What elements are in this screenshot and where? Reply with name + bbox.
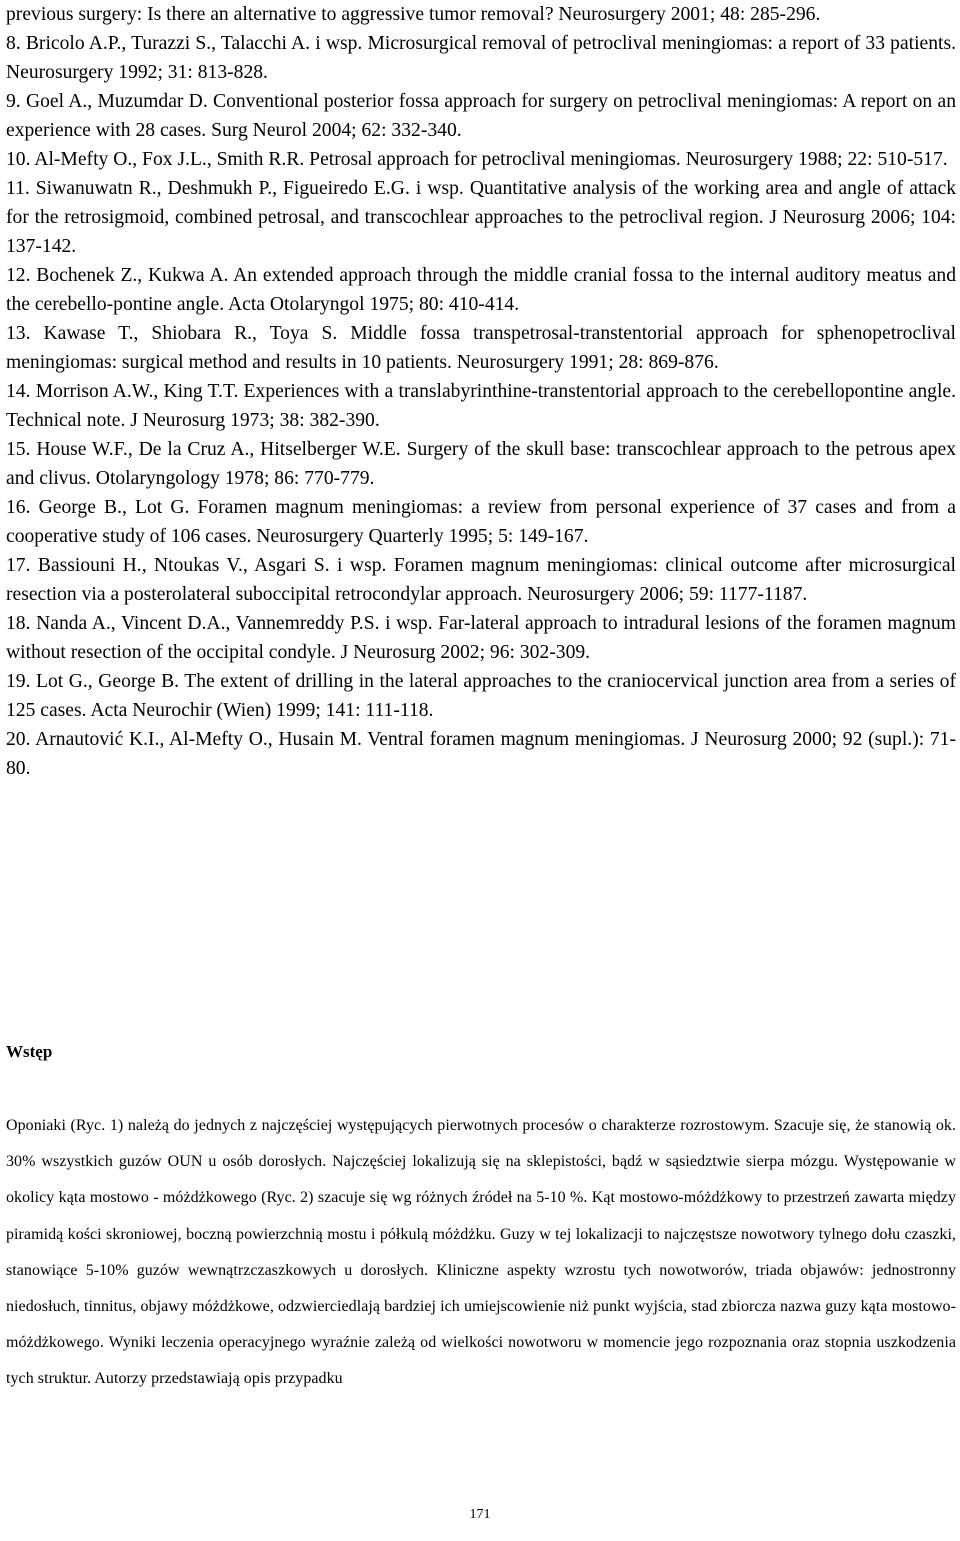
reference-item: 15. House W.F., De la Cruz A., Hitselberger W.E. Surgery of the skull base: transcochlear approach to the petrous apex and clivus. Otolaryngology 1978; 86: 770-779.: [6, 439, 956, 489]
reference-item: 19. Lot G., George B. The extent of drilling in the lateral approaches to the craniocervical junction area from a series of 125 cases. Acta Neurochir (Wien) 1999; 141: 111-118.: [6, 671, 956, 721]
reference-item: 14. Morrison A.W., King T.T. Experiences with a translabyrinthine-transtentorial approach to the cerebellopontine angle. Technical note. J Neurosurg 1973; 38: 382-390.: [6, 381, 956, 431]
reference-item: 9. Goel A., Muzumdar D. Conventional posterior fossa approach for surgery on petroclival meningiomas: A report on an experience with 28 cases. Surg Neurol 2004; 62: 332-340.: [6, 91, 956, 141]
reference-item: 18. Nanda A., Vincent D.A., Vannemreddy P.S. i wsp. Far-lateral approach to intradural lesions of the foramen magnum without resection of the occipital condyle. J Neurosurg 2002; 96: 302-309.: [6, 613, 956, 663]
reference-item: previous surgery: Is there an alternative to aggressive tumor removal? Neurosurgery 2001; 48: 285-296.: [6, 4, 821, 25]
reference-item: 20. Arnautović K.I., Al-Mefty O., Husain M. Ventral foramen magnum meningiomas. J Neurosurg 2000; 92 (supl.): 71-80.: [6, 729, 956, 779]
reference-item: 17. Bassiouni H., Ntoukas V., Asgari S. i wsp. Foramen magnum meningiomas: clinical outcome after microsurgical resection via a posterolateral suboccipital retrocondylar approach. Neurosurgery 2006; 59: 1177-1187.: [6, 555, 956, 605]
reference-item: 8. Bricolo A.P., Turazzi S., Talacchi A. i wsp. Microsurgical removal of petroclival meningiomas: a report of 33 patients. Neurosurgery 1992; 31: 813-828.: [6, 33, 956, 83]
reference-list: [6, 0, 956, 783]
reference-item: 16. George B., Lot G. Foramen magnum meningiomas: a review from personal experience of 37 cases and from a cooperative study of 106 cases. Neurosurgery Quarterly 1995; 5: 149-167.: [6, 497, 956, 547]
page-number: 171: [469, 1507, 491, 1522]
reference-item: 13. Kawase T., Shiobara R., Toya S. Middle fossa transpetrosal-transtentorial approach for sphenopetroclival meningiomas: surgical method and results in 10 patients. Neurosurgery 1991; 28: 869-876.: [6, 323, 956, 373]
section-heading: Wstęp: [6, 1042, 53, 1061]
reference-item: 10. Al-Mefty O., Fox J.L., Smith R.R. Petrosal approach for petroclival meningiomas. Neurosurgery 1988; 22: 510-517.: [6, 149, 948, 170]
section-body-paragraph: Oponiaki (Ryc. 1) należą do jednych z najczęściej występujących pierwotnych procesów o charakterze rozrostowym. Szacuje się, że stanowią ok. 30% wszystkich guzów OUN u osób dorosłych. Najczęściej lokalizują się na sklepistości, bądź w sąsiedztwie sierpa mózgu. Występowanie w okolicy kąta mostowo - móżdżkowego (Ryc. 2) szacuje się wg różnych źródeł na 5-10 %. Kąt mostowo-móżdżkowy to przestrzeń zawarta między piramidą kości skroniowej, boczną powierzchnią mostu i półkulą móżdżku. Guzy w tej lokalizacji to najczęstsze nowotwory tylnego dołu czaszki, stanowiące 5-10% guzów wewnątrzczaszkowych u dorosłych. Kliniczne aspekty wzrostu tych nowotworów, triada objawów: jednostronny niedosłuch, tinnitus, objawy móżdżkowe, odzwierciedlają bardziej ich umiejscowienie niż punkt wyjścia, stad zbiorcza nazwa guzy kąta mostowo- móżdżkowego. Wyniki leczenia operacyjnego wyraźnie zależą od wielkości nowotworu w momencie jego rozpoznania oraz stopnia uszkodzenia tych struktur. Autorzy przedstawiają opis przypadku: [6, 1117, 956, 1388]
reference-item: 11. Siwanuwatn R., Deshmukh P., Figueiredo E.G. i wsp. Quantitative analysis of the working area and angle of attack for the retrosigmoid, combined petrosal, and transcochlear approaches to the petroclival region. J Neurosurg 2006; 104: 137-142.: [6, 178, 956, 257]
reference-item: 12. Bochenek Z., Kukwa A. An extended approach through the middle cranial fossa to the internal auditory meatus and the cerebello-pontine angle. Acta Otolaryngol 1975; 80: 410-414.: [6, 265, 956, 315]
